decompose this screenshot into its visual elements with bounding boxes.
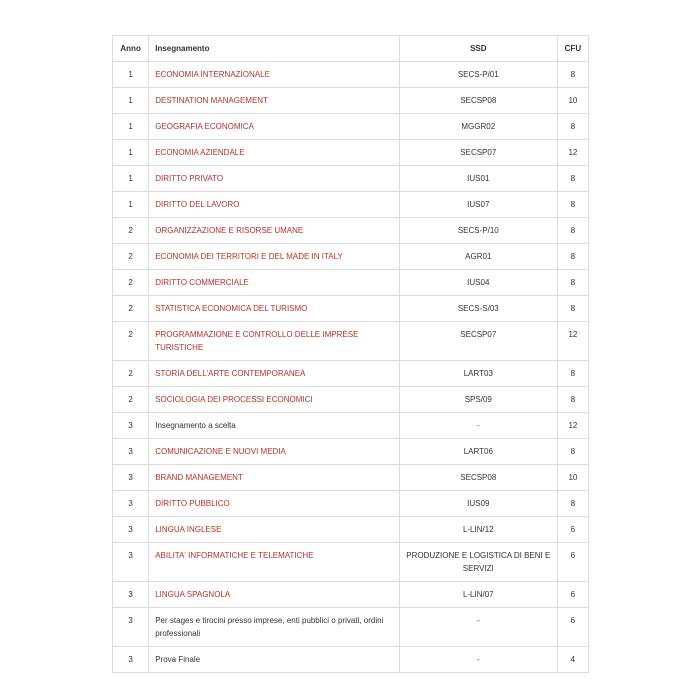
table-row <box>113 647 589 673</box>
cell-ssd: SECSP08 <box>399 465 557 491</box>
cell-ssd: IUS07 <box>399 192 557 218</box>
cell-anno: 2 <box>113 244 149 270</box>
table-row <box>113 361 589 387</box>
cell-anno: 1 <box>113 114 149 140</box>
table-row <box>113 166 589 192</box>
header-anno: Anno <box>113 36 149 62</box>
cell-ssd: PRODUZIONE E LOGISTICA DI BENI E SERVIZI <box>399 543 557 582</box>
header-row <box>113 36 589 62</box>
cell-cfu: 6 <box>557 582 588 608</box>
cell-ssd: - <box>399 608 557 647</box>
course-link[interactable]: DIRITTO COMMERCIALE <box>155 278 249 287</box>
cell-cfu: 8 <box>557 439 588 465</box>
cell-insegnamento <box>149 517 400 543</box>
cell-cfu: 8 <box>557 166 588 192</box>
course-link[interactable]: ECONOMIA AZIENDALE <box>155 148 245 157</box>
cell-anno: 2 <box>113 387 149 413</box>
cell-ssd: SECSP07 <box>399 140 557 166</box>
cell-ssd: LART03 <box>399 361 557 387</box>
cell-ssd: SECSP08 <box>399 88 557 114</box>
table-row <box>113 270 589 296</box>
cell-insegnamento <box>149 192 400 218</box>
table-row <box>113 296 589 322</box>
cell-cfu: 6 <box>557 543 588 582</box>
cell-ssd: SECSP07 <box>399 322 557 361</box>
cell-ssd: L-LIN/07 <box>399 582 557 608</box>
course-name: Insegnamento a scelta <box>155 421 236 430</box>
cell-ssd: - <box>399 647 557 673</box>
course-link[interactable]: COMUNICAZIONE E NUOVI MEDIA <box>155 447 286 456</box>
cell-cfu: 12 <box>557 140 588 166</box>
cell-ssd: SECS-S/03 <box>399 296 557 322</box>
cell-anno: 2 <box>113 270 149 296</box>
table-header <box>113 36 589 62</box>
course-link[interactable]: SOCIOLOGIA DEI PROCESSI ECONOMICI <box>155 395 313 404</box>
cell-anno: 1 <box>113 166 149 192</box>
cell-ssd: LART06 <box>399 439 557 465</box>
cell-anno: 3 <box>113 465 149 491</box>
cell-cfu: 8 <box>557 361 588 387</box>
course-link[interactable]: BRAND MANAGEMENT <box>155 473 243 482</box>
cell-ssd: IUS01 <box>399 166 557 192</box>
course-link[interactable]: LINGUA INGLESE <box>155 525 222 534</box>
curriculum-table <box>112 35 589 673</box>
table-row <box>113 517 589 543</box>
cell-cfu: 8 <box>557 244 588 270</box>
course-name: Per stages e tirocini presso imprese, enti pubblici o privati, ordini professionali <box>155 616 384 638</box>
course-link[interactable]: DESTINATION MANAGEMENT <box>155 96 268 105</box>
table-row <box>113 491 589 517</box>
course-link[interactable]: ABILITA' INFORMATICHE E TELEMATICHE <box>155 551 314 560</box>
cell-ssd: SECS-P/01 <box>399 62 557 88</box>
header-ssd: SSD <box>399 36 557 62</box>
cell-insegnamento <box>149 166 400 192</box>
table-row <box>113 543 589 582</box>
table-row <box>113 140 589 166</box>
cell-anno: 1 <box>113 140 149 166</box>
cell-cfu: 10 <box>557 465 588 491</box>
cell-anno: 2 <box>113 296 149 322</box>
cell-cfu: 10 <box>557 88 588 114</box>
table-row <box>113 62 589 88</box>
cell-insegnamento <box>149 218 400 244</box>
cell-anno: 3 <box>113 608 149 647</box>
cell-cfu: 8 <box>557 491 588 517</box>
table-row <box>113 192 589 218</box>
table-row <box>113 322 589 361</box>
table-row <box>113 114 589 140</box>
course-name: Prova Finale <box>155 655 201 664</box>
table-row <box>113 387 589 413</box>
cell-cfu: 12 <box>557 322 588 361</box>
course-link[interactable]: DIRITTO PUBBLICO <box>155 499 230 508</box>
table-row <box>113 88 589 114</box>
cell-cfu: 8 <box>557 387 588 413</box>
course-link[interactable]: ECONOMIA DEI TERRITORI E DEL MADE IN ITALY <box>155 252 343 261</box>
course-link[interactable]: STATISTICA ECONOMICA DEL TURISMO <box>155 304 308 313</box>
table-body <box>113 62 589 673</box>
cell-insegnamento <box>149 270 400 296</box>
table-row <box>113 244 589 270</box>
cell-cfu: 8 <box>557 62 588 88</box>
cell-insegnamento <box>149 244 400 270</box>
table-row <box>113 608 589 647</box>
cell-cfu: 8 <box>557 296 588 322</box>
cell-anno: 1 <box>113 192 149 218</box>
cell-insegnamento <box>149 140 400 166</box>
cell-cfu: 8 <box>557 114 588 140</box>
cell-insegnamento <box>149 543 400 582</box>
cell-anno: 3 <box>113 413 149 439</box>
cell-anno: 1 <box>113 88 149 114</box>
curriculum-table-container <box>112 35 589 673</box>
cell-insegnamento <box>149 465 400 491</box>
cell-anno: 3 <box>113 517 149 543</box>
cell-insegnamento <box>149 439 400 465</box>
cell-anno: 2 <box>113 322 149 361</box>
table-row <box>113 439 589 465</box>
cell-ssd: SECS-P/10 <box>399 218 557 244</box>
cell-insegnamento <box>149 296 400 322</box>
cell-ssd: L-LIN/12 <box>399 517 557 543</box>
course-link[interactable]: DIRITTO DEL LAVORO <box>155 200 240 209</box>
cell-insegnamento <box>149 62 400 88</box>
cell-cfu: 12 <box>557 413 588 439</box>
cell-ssd: AGR01 <box>399 244 557 270</box>
table-row <box>113 413 589 439</box>
course-link[interactable]: ORGANIZZAZIONE E RISORSE UMANE <box>155 226 304 235</box>
cell-cfu: 4 <box>557 647 588 673</box>
cell-anno: 3 <box>113 439 149 465</box>
cell-insegnamento <box>149 387 400 413</box>
cell-anno: 1 <box>113 62 149 88</box>
cell-insegnamento <box>149 413 400 439</box>
cell-cfu: 6 <box>557 608 588 647</box>
cell-ssd: - <box>399 413 557 439</box>
cell-insegnamento <box>149 322 400 361</box>
cell-insegnamento <box>149 361 400 387</box>
course-link[interactable]: DIRITTO PRIVATO <box>155 174 224 183</box>
table-row <box>113 465 589 491</box>
cell-anno: 2 <box>113 218 149 244</box>
course-link[interactable]: LINGUA SPAGNOLA <box>155 590 231 599</box>
cell-anno: 2 <box>113 361 149 387</box>
cell-ssd: SPS/09 <box>399 387 557 413</box>
header-cfu: CFU <box>557 36 588 62</box>
cell-cfu: 6 <box>557 517 588 543</box>
cell-ssd: IUS04 <box>399 270 557 296</box>
cell-insegnamento <box>149 88 400 114</box>
cell-insegnamento <box>149 582 400 608</box>
cell-insegnamento <box>149 647 400 673</box>
cell-ssd: IUS09 <box>399 491 557 517</box>
cell-anno: 3 <box>113 647 149 673</box>
course-link[interactable]: STORIA DELL'ARTE CONTEMPORANEA <box>155 369 306 378</box>
cell-insegnamento <box>149 491 400 517</box>
course-link[interactable]: GEOGRAFIA ECONOMICA <box>155 122 254 131</box>
cell-anno: 3 <box>113 543 149 582</box>
cell-cfu: 8 <box>557 192 588 218</box>
table-row <box>113 218 589 244</box>
cell-cfu: 8 <box>557 270 588 296</box>
cell-cfu: 8 <box>557 218 588 244</box>
course-link[interactable]: ECONOMIA INTERNAZIONALE <box>155 70 270 79</box>
course-link[interactable]: PROGRAMMAZIONE E CONTROLLO DELLE IMPRESE TURISTICHE <box>155 330 359 352</box>
table-row <box>113 582 589 608</box>
cell-anno: 3 <box>113 491 149 517</box>
cell-anno: 3 <box>113 582 149 608</box>
cell-insegnamento <box>149 114 400 140</box>
header-insegnamento: Insegnamento <box>149 36 400 62</box>
cell-ssd: MGGR02 <box>399 114 557 140</box>
cell-insegnamento <box>149 608 400 647</box>
